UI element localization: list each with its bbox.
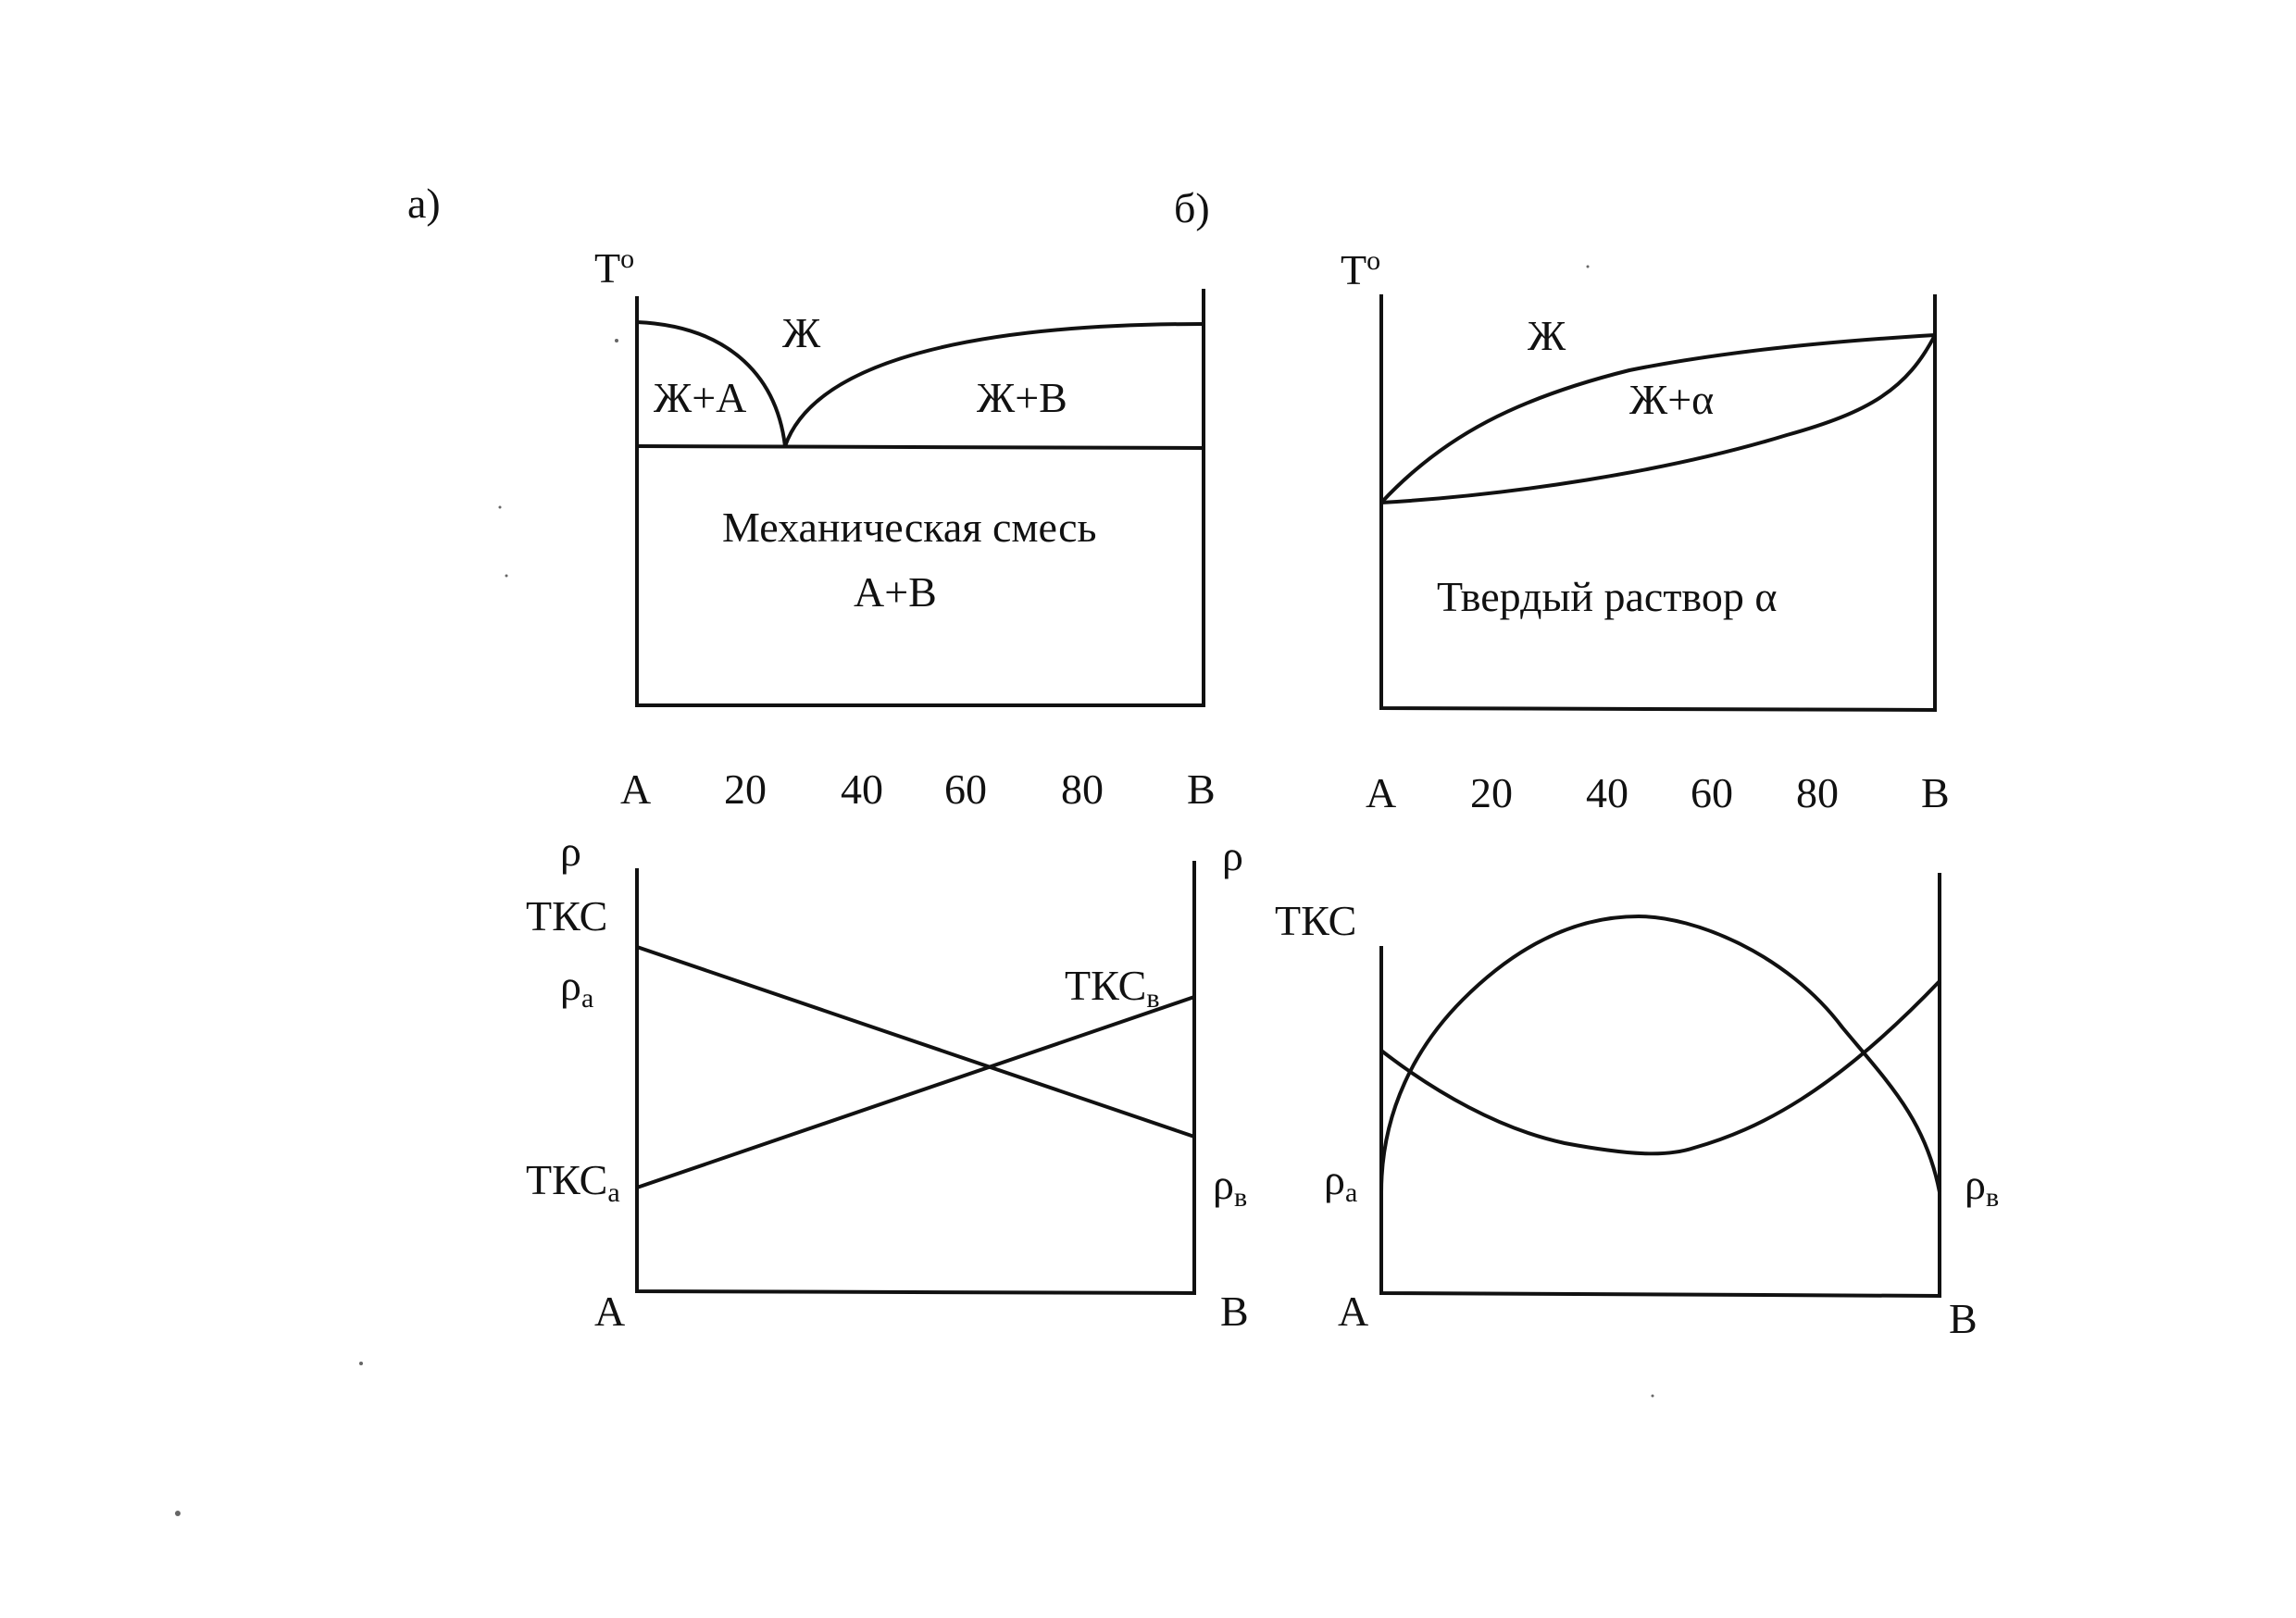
b-left-axis-tcr: ТКС — [1275, 897, 1357, 944]
a-region-liquid: Ж — [782, 309, 821, 356]
b-tcr-curve — [1381, 916, 1940, 1192]
a-region-liquid-plus-b: Ж+В — [977, 374, 1067, 421]
a-phase-y-axis-label: $T^o$ — [594, 243, 635, 292]
a-region-solid-phases: А+В — [854, 568, 937, 616]
b-x-tick: 60 — [1691, 769, 1733, 816]
a-right-axis-rho: ρ — [1222, 832, 1243, 879]
speck — [499, 506, 502, 509]
a-left-axis-tcr: ТКС — [526, 892, 608, 940]
a-rho-b-label: ρв — [1213, 1161, 1248, 1213]
b-x-tick: А — [1366, 769, 1397, 816]
b-region-solid-solution: Твердый раствор α — [1437, 573, 1778, 620]
a-prop-x-right: В — [1220, 1288, 1249, 1335]
scan-noise — [175, 266, 1654, 1517]
a-left-axis-rho: ρ — [560, 828, 581, 875]
a-tcr-a-label: ТКСа — [526, 1156, 620, 1208]
a-x-tick: 80 — [1061, 765, 1104, 813]
a-region-liquid-plus-a: Ж+А — [654, 374, 747, 421]
b-region-liquid: Ж — [1528, 312, 1566, 359]
panel-b-label: б) — [1174, 184, 1210, 231]
a-x-tick: 40 — [841, 765, 883, 813]
b-resistivity-curve — [1381, 981, 1940, 1153]
speck — [505, 575, 508, 578]
b-region-liquid-plus-alpha: Ж+α — [1629, 376, 1715, 423]
panel-b-property-diagram — [1275, 873, 1999, 1342]
a-tcr-b-label: ТКСв — [1065, 962, 1160, 1014]
speck — [1587, 266, 1590, 268]
speck — [359, 1362, 363, 1365]
a-x-tick: В — [1187, 765, 1216, 813]
a-x-tick: 20 — [724, 765, 767, 813]
a-x-tick: А — [620, 765, 652, 813]
a-x-tick-labels — [620, 765, 1216, 813]
a-eutectic-line — [637, 446, 1204, 448]
a-prop-frame — [637, 861, 1194, 1293]
b-prop-x-left: А — [1338, 1288, 1369, 1335]
a-rho-a-label: ρа — [560, 962, 594, 1014]
b-x-tick-labels — [1366, 769, 1950, 816]
a-x-tick: 60 — [944, 765, 987, 813]
b-x-tick: 20 — [1470, 769, 1513, 816]
panel-a-phase-diagram — [594, 243, 1216, 813]
speck — [1652, 1395, 1654, 1398]
speck — [175, 1511, 181, 1516]
speck — [615, 339, 618, 342]
a-prop-x-left: А — [594, 1288, 626, 1335]
a-tcr-line — [637, 997, 1194, 1188]
a-region-solid-name: Механическая смесь — [722, 504, 1097, 551]
b-x-tick: 40 — [1586, 769, 1628, 816]
b-x-tick: В — [1921, 769, 1950, 816]
panel-a-property-diagram — [526, 828, 1249, 1335]
b-phase-frame — [1381, 294, 1935, 710]
b-prop-x-right: В — [1949, 1295, 1978, 1342]
b-rho-b-label: ρв — [1965, 1161, 2000, 1213]
b-prop-frame — [1381, 873, 1940, 1296]
b-rho-a-label: ρа — [1324, 1156, 1358, 1208]
panel-a-label: а) — [407, 180, 441, 227]
b-phase-y-axis-label: $T^o$ — [1341, 245, 1381, 293]
b-x-tick: 80 — [1796, 769, 1839, 816]
panel-b-phase-diagram — [1341, 245, 1950, 816]
